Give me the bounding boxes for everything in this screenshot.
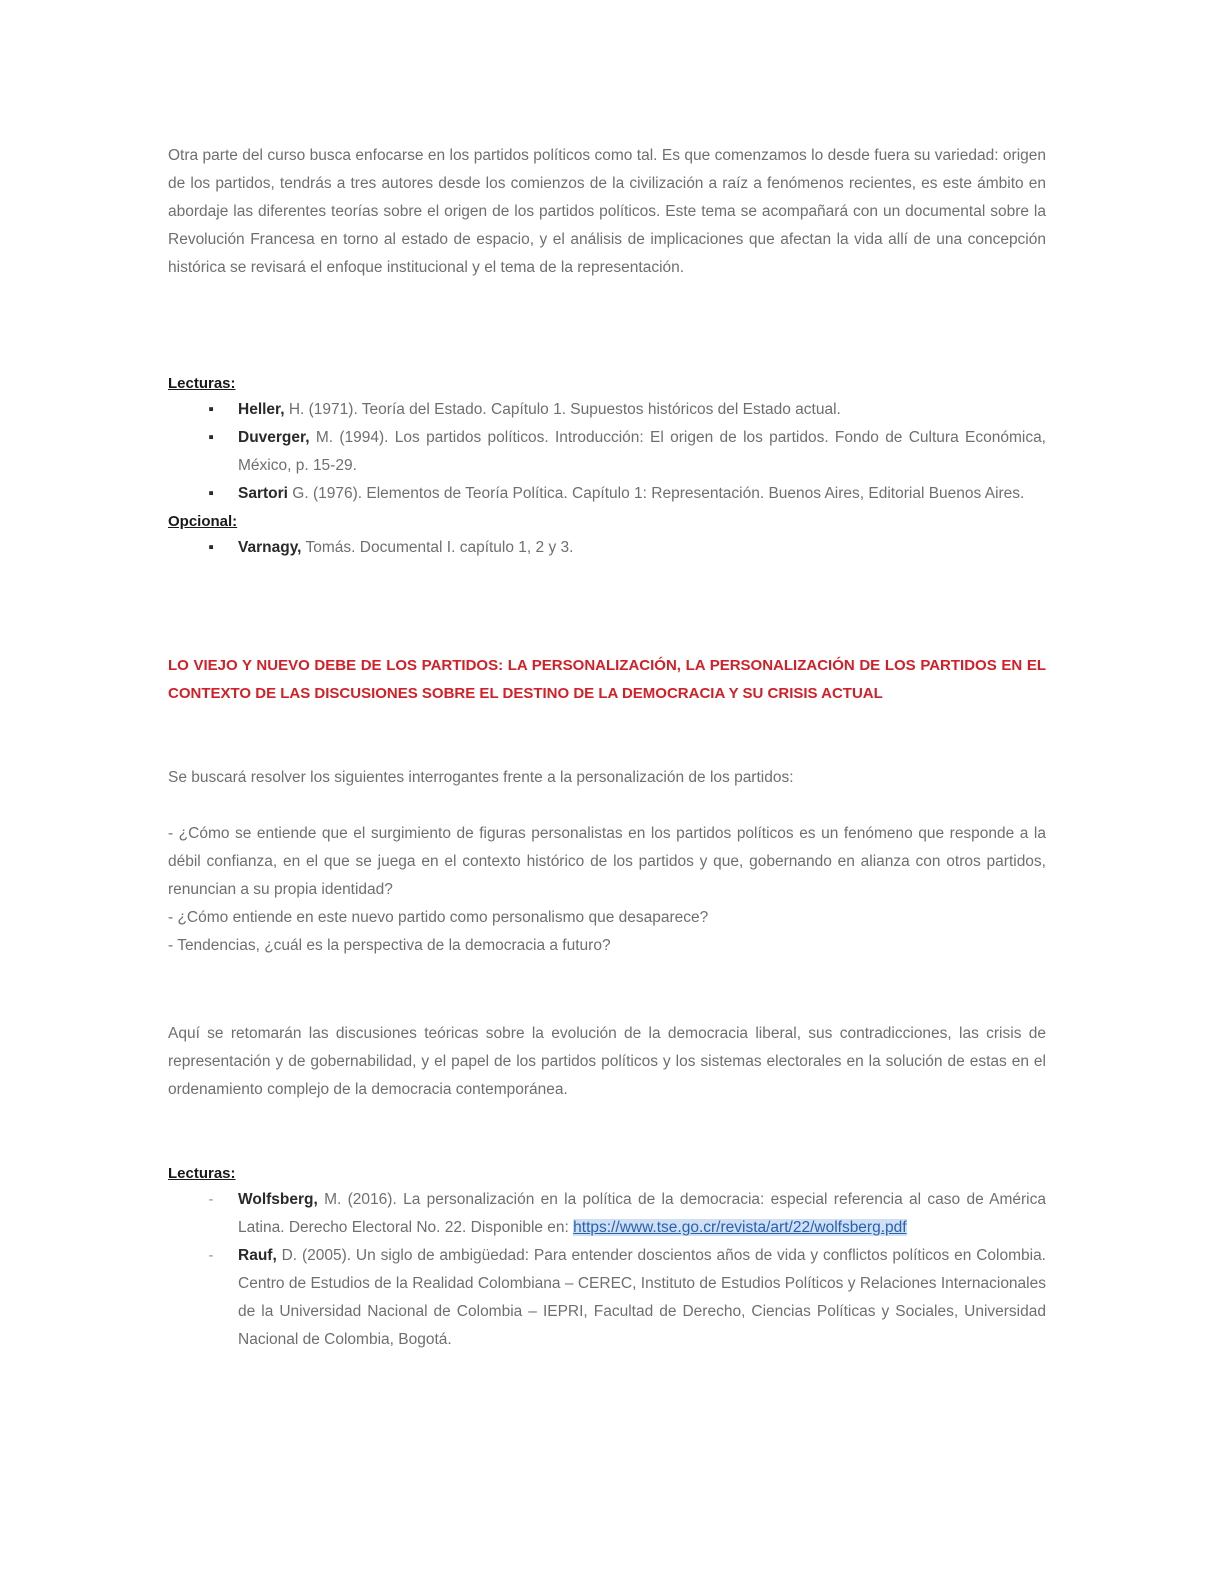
section-heading: Lecturas: <box>168 1165 236 1182</box>
reading-list-2 <box>168 1186 1046 1354</box>
reading-author: Duverger, <box>238 429 310 446</box>
question-item: - ¿Cómo entiende en este nuevo partido como personalismo que desaparece? <box>168 909 709 926</box>
reading-item <box>168 396 1046 424</box>
reading-item <box>168 1186 1046 1242</box>
section-heading-optional: Opcional: <box>168 513 238 530</box>
intro-paragraph: Otra parte del curso busca enfocarse en los partidos políticos como tal. Es que comenzamos lo desde fuera su variedad: origen de los partidos, tendrás a tres autores desde los comienzos de la civilización a raíz a fenómenos recientes, es este ámbito en abordaje las diferentes teorías sobre el origen de los partidos políticos. Este tema se acompañará con un documental sobre la Revolución Francesa en torno al estado de espacio, y el análisis de implicaciones que afectan la vida allí de una concepción histórica se revisará el enfoque institucional y el tema de la representación. <box>168 147 1046 276</box>
reading-item <box>168 1242 1046 1354</box>
reading-author: Sartori <box>238 485 288 502</box>
dash-bullet-icon: - <box>208 1191 214 1208</box>
red-section-title: LO VIEJO Y NUEVO DEBE DE LOS PARTIDOS: LA PERSONALIZACIÓN, LA PERSONALIZACIÓN DE LOS PARTIDOS EN EL CONTEXTO DE LAS DISCUSIONES SOBRE EL DESTINO DE LA DEMOCRACIA Y SU CRISIS ACTUAL <box>168 657 1046 702</box>
reading-text: H. (1971). Teoría del Estado. Capítulo 1. Supuestos históricos del Estado actual. <box>288 401 841 418</box>
bullet-icon: ▪ <box>208 485 214 502</box>
bullet-icon: ▪ <box>208 429 214 446</box>
reading-author: Wolfsberg, <box>238 1191 318 1208</box>
optional-item <box>168 534 1046 562</box>
reading-author: Varnagy, <box>238 539 302 556</box>
para3-section <box>168 1020 1046 1104</box>
reading-item <box>168 424 1046 480</box>
readings-section-2 <box>168 1162 1046 1354</box>
readings-section-1 <box>168 372 1046 562</box>
reading-text: M. (1994). Los partidos políticos. Introducción: El origen de los partidos. Fondo de Cultura Económica, México, p. 15-29. <box>238 429 1046 474</box>
reading-text: D. (2005). Un siglo de ambigüedad: Para entender doscientos años de vida y conflictos políticos en Colombia. Centro de Estudios de la Realidad Colombiana – CEREC, Instituto de Estudios Políticos y Relaciones Internacionales de la Universidad Nacional de Colombia – IEPRI, Facultad de Derecho, Ciencias Políticas y Sociales, Universidad Nacional de Colombia, Bogotá. <box>238 1247 1046 1348</box>
discussion-paragraph: Aquí se retomarán las discusiones teóricas sobre la evolución de la democracia liberal, sus contradicciones, las crisis de representación y de gobernabilidad, y el papel de los partidos políticos y los sistemas electorales en la solución de estas en el ordenamiento complejo de la democracia contemporánea. <box>168 1025 1046 1098</box>
reading-list <box>168 396 1046 508</box>
intro-questions-paragraph: Se buscará resolver los siguientes interrogantes frente a la personalización de los partidos: <box>168 769 794 786</box>
red-heading-section <box>168 652 1046 708</box>
bullet-icon: ▪ <box>208 539 214 556</box>
questions-section <box>168 820 1046 960</box>
para2-section <box>168 764 1046 792</box>
reading-item <box>168 480 1046 508</box>
bullet-icon: ▪ <box>208 401 214 418</box>
optional-list <box>168 534 1046 562</box>
dash-bullet-icon: - <box>208 1247 214 1264</box>
section-heading: Lecturas: <box>168 375 236 392</box>
reading-link[interactable]: https://www.tse.go.cr/revista/art/22/wolfsberg.pdf <box>573 1219 907 1236</box>
reading-author: Rauf, <box>238 1247 277 1264</box>
reading-text: M. (2016). La personalización en la política de la democracia: especial referencia al caso de América Latina. Derecho Electoral No. 22. Disponible en: <box>238 1191 1046 1236</box>
question-item: - Tendencias, ¿cuál es la perspectiva de la democracia a futuro? <box>168 937 611 954</box>
reading-author: Heller, <box>238 401 285 418</box>
reading-text: G. (1976). Elementos de Teoría Política. Capítulo 1: Representación. Buenos Aires, Editorial Buenos Aires. <box>292 485 1025 502</box>
intro-section <box>168 142 1046 282</box>
question-item: - ¿Cómo se entiende que el surgimiento de figuras personalistas en los partidos políticos es un fenómeno que responde a la débil confianza, en el que se juega en el contexto histórico de los partidos y que, gobernando en alianza con otros partidos, renuncian a su propia identidad? <box>168 825 1046 898</box>
reading-text: Tomás. Documental I. capítulo 1, 2 y 3. <box>305 539 574 556</box>
